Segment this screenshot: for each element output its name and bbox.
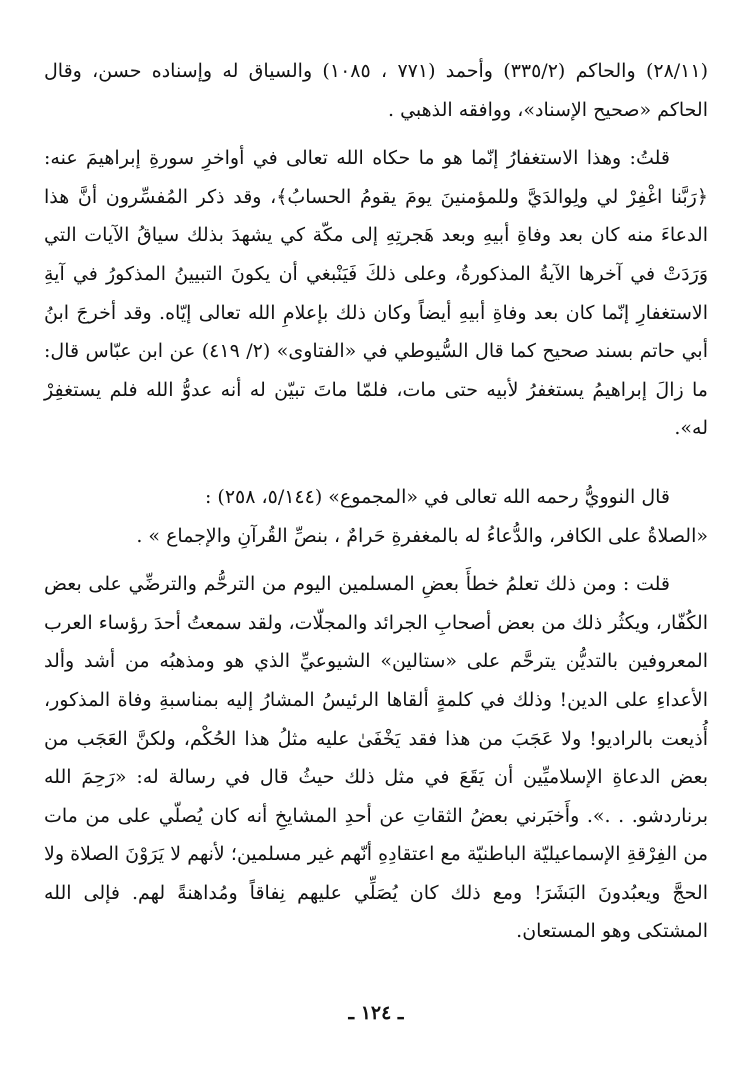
- source-citation-paragraph: (٢٨/١١) والحاكم (٣٣٥/٢) وأحمد (٧٧١ ، ١٠٨٥) والسياق له وإسناده حسن، وقال الحاكم «صحيح الإسناد»، ووافقه الذهبي .: [44, 60, 709, 121]
- document-page: [44, 52, 708, 1052]
- section-spacer: [44, 555, 708, 565]
- commentary-muslims-paragraph: قلت : ومن ذلك تعلمُ خطأَ بعضِ المسلمين اليوم من الترحُّم والترضِّي على بعض الكُفّار، ويكثُر ذلك من بعض أصحابِ الجرائد والمجلّات، ولقد سمعتُ أحدَ رؤساء العرب المعروفين بالتديُّن يترحَّم على «ستالين» الشيوعيِّ الذي هو ومذهبُه من أشد وألد الأعداءِ على الدين! وذلك في كلمةٍ ألقاها الرئيسُ المشارُ إليه بمناسبةِ وفاة المذكور، أُذيعت بالراديو! ولا عَجَبَ من هذا فقد يَخْفَىٰ عليه مثلُ هذا الحُكْم، ولكنَّ العَجَب من بعض الدعاةِ الإسلاميِّين أن يَقَعَ في مثل ذلك حيثُ قال في رسالة له: «رَحِمَ الله برناردشو. . .». وأَخبَرني بعضُ الثقاتِ عن أحدِ المشايخِ أنه كان يُصلّي على من مات من الفِرْقةِ الإسماعيليّة الباطنيّة مع اعتقادِهِ أنّهم غير مسلمين؛ لأنهم لا يَرَوْنَ الصلاة ولا الحجَّ ويعبُدونَ البَشَرَ! ومع ذلك كان يُصَلِّي عليهم نِفاقاً ومُداهنةً لهم. فإلى الله المشتكى وهو المستعان.: [44, 573, 708, 943]
- commentary-ibrahim-paragraph: قلتُ: وهذا الاستغفارُ إنّما هو ما حكاه الله تعالى في أواخرِ سورةِ إبراهيمَ عنه: ﴿رَبَّنا اغْفِرْ لي ولِوالدَيَّ وللمؤمنينَ يومَ يقومُ الحسابُ﴾، وقد ذكر المُفسِّرون أنَّ هذا الدعاءَ منه كان بعد وفاةِ أبيهِ وبعد هَجرتِهِ إلى مكّة كي يشهدَ بذلك سياقُ الآيات التي وَرَدَتْ في آخرها الآيةُ المذكورةُ، وعلى ذلكَ فَيَنْبغي أن يكونَ التبيينُ المذكورُ في آيةِ الاستغفارِ إنّما كان بعد وفاةِ أبيهِ أيضاً وكان ذلك بإعلامِ الله تعالى إيّاه. وقد أخرجَ ابنُ أبي حاتم بسند صحيح كما قال السُّيوطي في «الفتاوى» (٢/ ٤١٩) عن ابن عبّاس قال: ما زالَ إبراهيمُ يستغفرُ لأبيه حتى مات، فلمّا ماتَ تبيّن له أنه عدوُّ الله فلم يستغفِرْ له».: [44, 147, 708, 440]
- page-number: ـ ١٢٤ ـ: [348, 1002, 404, 1024]
- nawawi-quote-paragraph: «الصلاةُ على الكافر، والدُّعاءُ له بالمغفرةِ حَرامٌ ، بنصِّ القُرآنِ والإجماع » .: [136, 524, 708, 547]
- section-spacer: [44, 448, 708, 478]
- paragraph-spacer: [44, 129, 708, 139]
- nawawi-intro-paragraph: قال النوويُّ رحمه الله تعالى في «المجموع» (٥/١٤٤، ٢٥٨) :: [204, 485, 670, 508]
